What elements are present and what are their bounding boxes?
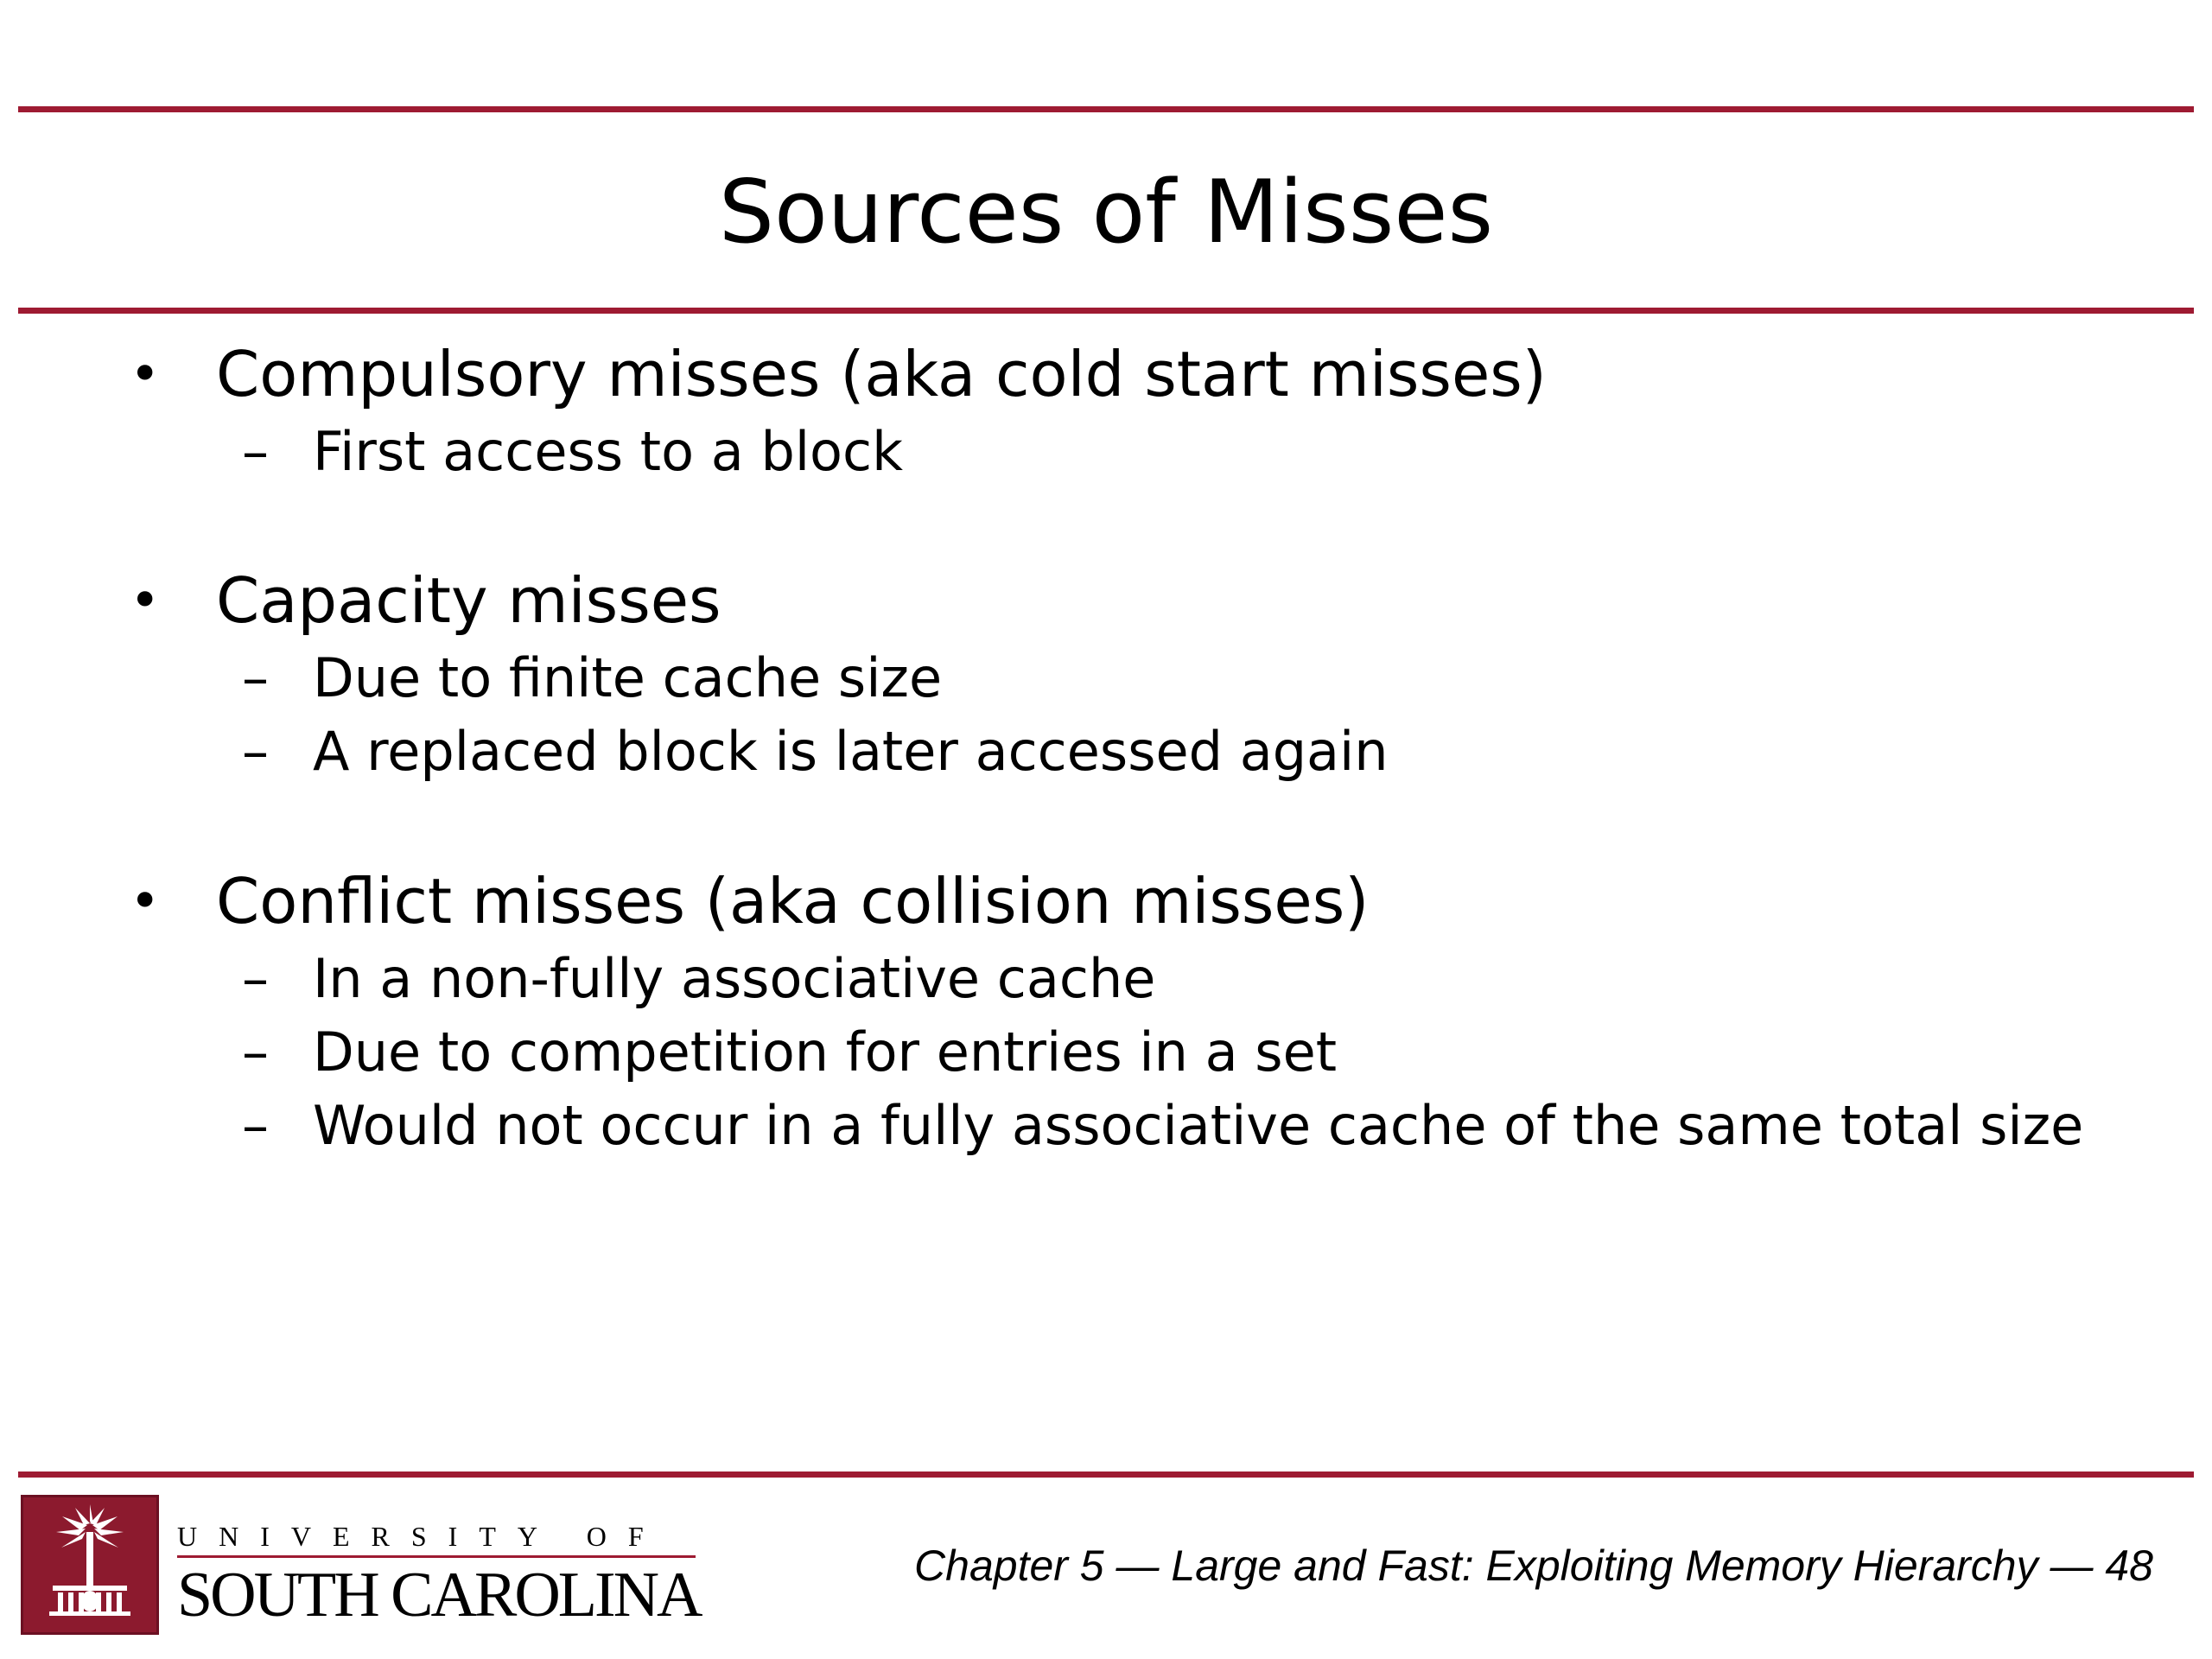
university-logo	[177, 1519, 701, 1630]
bullet-icon: •	[130, 570, 161, 631]
sub-bullet-text: Due to competition for entries in a set	[313, 1020, 1338, 1084]
header-top-rule	[18, 106, 2194, 112]
dash-icon: –	[242, 420, 269, 483]
dash-icon: –	[242, 947, 269, 1010]
bullet-text: Conflict misses (aka collision misses)	[216, 865, 1370, 938]
sub-bullet-text: Due to finite cache size	[313, 646, 943, 709]
header-bottom-rule	[18, 308, 2194, 314]
bullet-icon: •	[130, 344, 161, 404]
dash-icon: –	[242, 1094, 269, 1157]
sub-bullet-text: Would not occur in a fully associative cache of the same total size	[313, 1094, 2084, 1157]
slide-title: Sources of Misses	[718, 161, 1494, 263]
sub-bullet-text: In a non-fully associative cache	[313, 947, 1156, 1010]
sub-bullet-text: First access to a block	[313, 420, 903, 483]
palmetto-seal-icon	[21, 1495, 159, 1635]
dash-icon: –	[242, 720, 269, 783]
bullet-text: Compulsory misses (aka cold start misses)	[216, 338, 1547, 410]
logo-south-carolina: SOUTH CAROLINA	[177, 1560, 701, 1630]
sub-bullet-text: A replaced block is later accessed again	[313, 720, 1389, 783]
bullet-text: Capacity misses	[216, 564, 721, 637]
dash-icon: –	[242, 1020, 269, 1084]
bullet-icon: •	[130, 871, 161, 931]
logo-divider	[177, 1555, 696, 1558]
footer-rule	[18, 1471, 2194, 1478]
slide-footer: Chapter 5 — Large and Fast: Exploiting Memory Hierarchy — 48	[914, 1541, 2153, 1590]
dash-icon: –	[242, 646, 269, 709]
logo-university-of: UNIVERSITY OF	[177, 1521, 665, 1552]
